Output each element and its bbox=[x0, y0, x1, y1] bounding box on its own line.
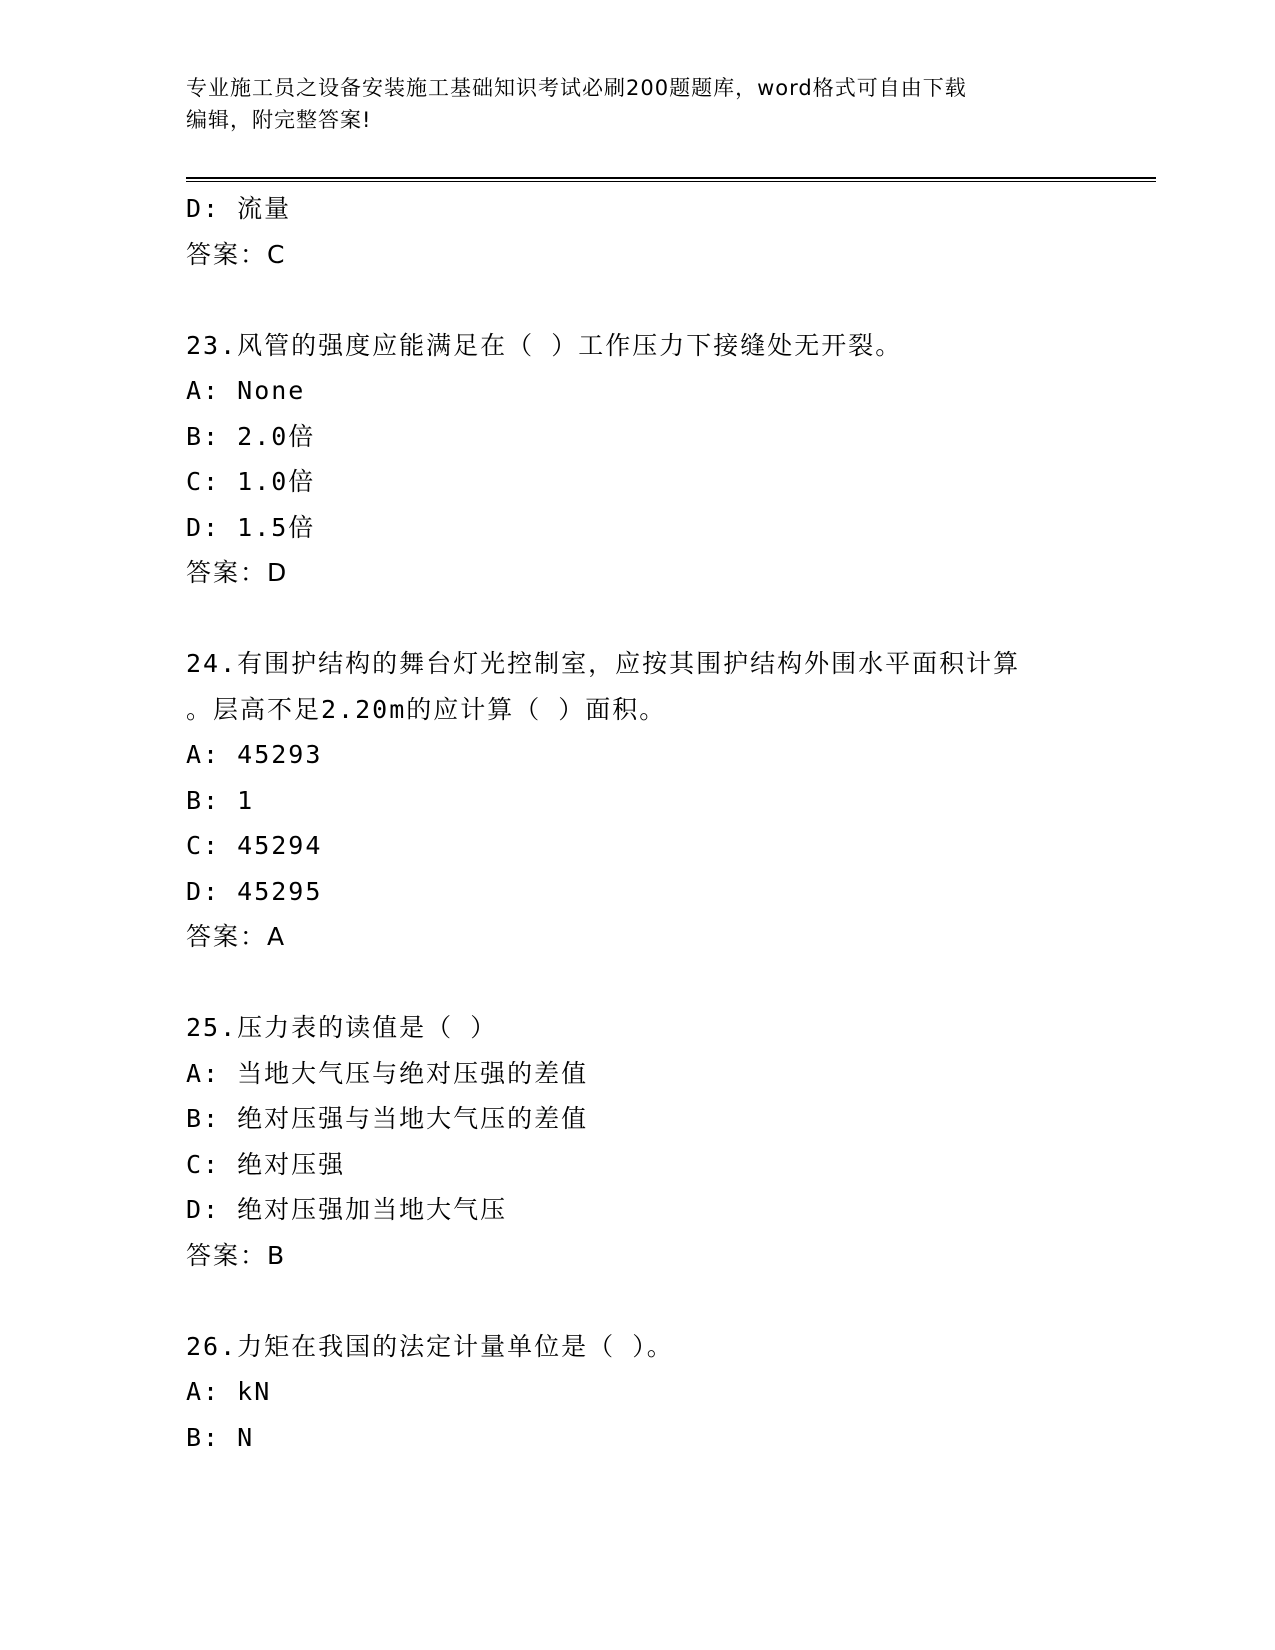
header-divider bbox=[186, 177, 1156, 182]
option-d: D: 1.5倍 bbox=[186, 512, 316, 542]
answer-line: 答案：D bbox=[186, 558, 289, 587]
option-c: C: 1.0倍 bbox=[186, 467, 316, 496]
option-a: A: 当地大气压与绝对压强的差值 bbox=[186, 1058, 589, 1088]
option-b: B: 绝对压强与当地大气压的差值 bbox=[186, 1104, 589, 1133]
option-a: A: None bbox=[186, 376, 306, 405]
question-24 bbox=[186, 641, 1086, 960]
question-stem: 23.风管的强度应能满足在（ ）工作压力下接缝处无开裂。 bbox=[186, 330, 903, 360]
option-d: D: 流量 bbox=[186, 194, 292, 223]
document-header bbox=[186, 72, 1086, 136]
option-d: D: 绝对压强加当地大气压 bbox=[186, 1195, 508, 1224]
header-title-line-2: 编辑，附完整答案! bbox=[186, 108, 372, 132]
answer-line: 答案：A bbox=[186, 922, 287, 951]
question-stem: 24.有围护结构的舞台灯光控制室，应按其围护结构外围水平面积计算 bbox=[186, 649, 1021, 678]
question-stem: 25.压力表的读值是（ ） bbox=[186, 1013, 498, 1042]
question-23 bbox=[186, 323, 1086, 596]
option-a: A: 45293 bbox=[186, 740, 323, 769]
option-a: A: kN bbox=[186, 1377, 272, 1406]
option-c: C: 绝对压强 bbox=[186, 1149, 346, 1179]
answer-line: 答案：C bbox=[186, 239, 287, 269]
header-title-line-1: 专业施工员之设备安装施工基础知识考试必刷200题题库，word格式可自由下载 bbox=[186, 76, 967, 100]
option-b: B: N bbox=[186, 1422, 255, 1452]
question-list bbox=[186, 186, 1086, 1460]
question-stem-continued: 。层高不足2.20m的应计算（ ）面积。 bbox=[186, 694, 667, 724]
option-b: B: 2.0倍 bbox=[186, 421, 316, 451]
option-d: D: 45295 bbox=[186, 876, 323, 906]
answer-line: 答案：B bbox=[186, 1240, 287, 1270]
option-c: C: 45294 bbox=[186, 831, 323, 860]
question-26 bbox=[186, 1324, 1086, 1461]
question-25 bbox=[186, 1005, 1086, 1278]
question-stem: 26.力矩在我国的法定计量单位是（ ）。 bbox=[186, 1331, 674, 1361]
option-b: B: 1 bbox=[186, 785, 255, 815]
